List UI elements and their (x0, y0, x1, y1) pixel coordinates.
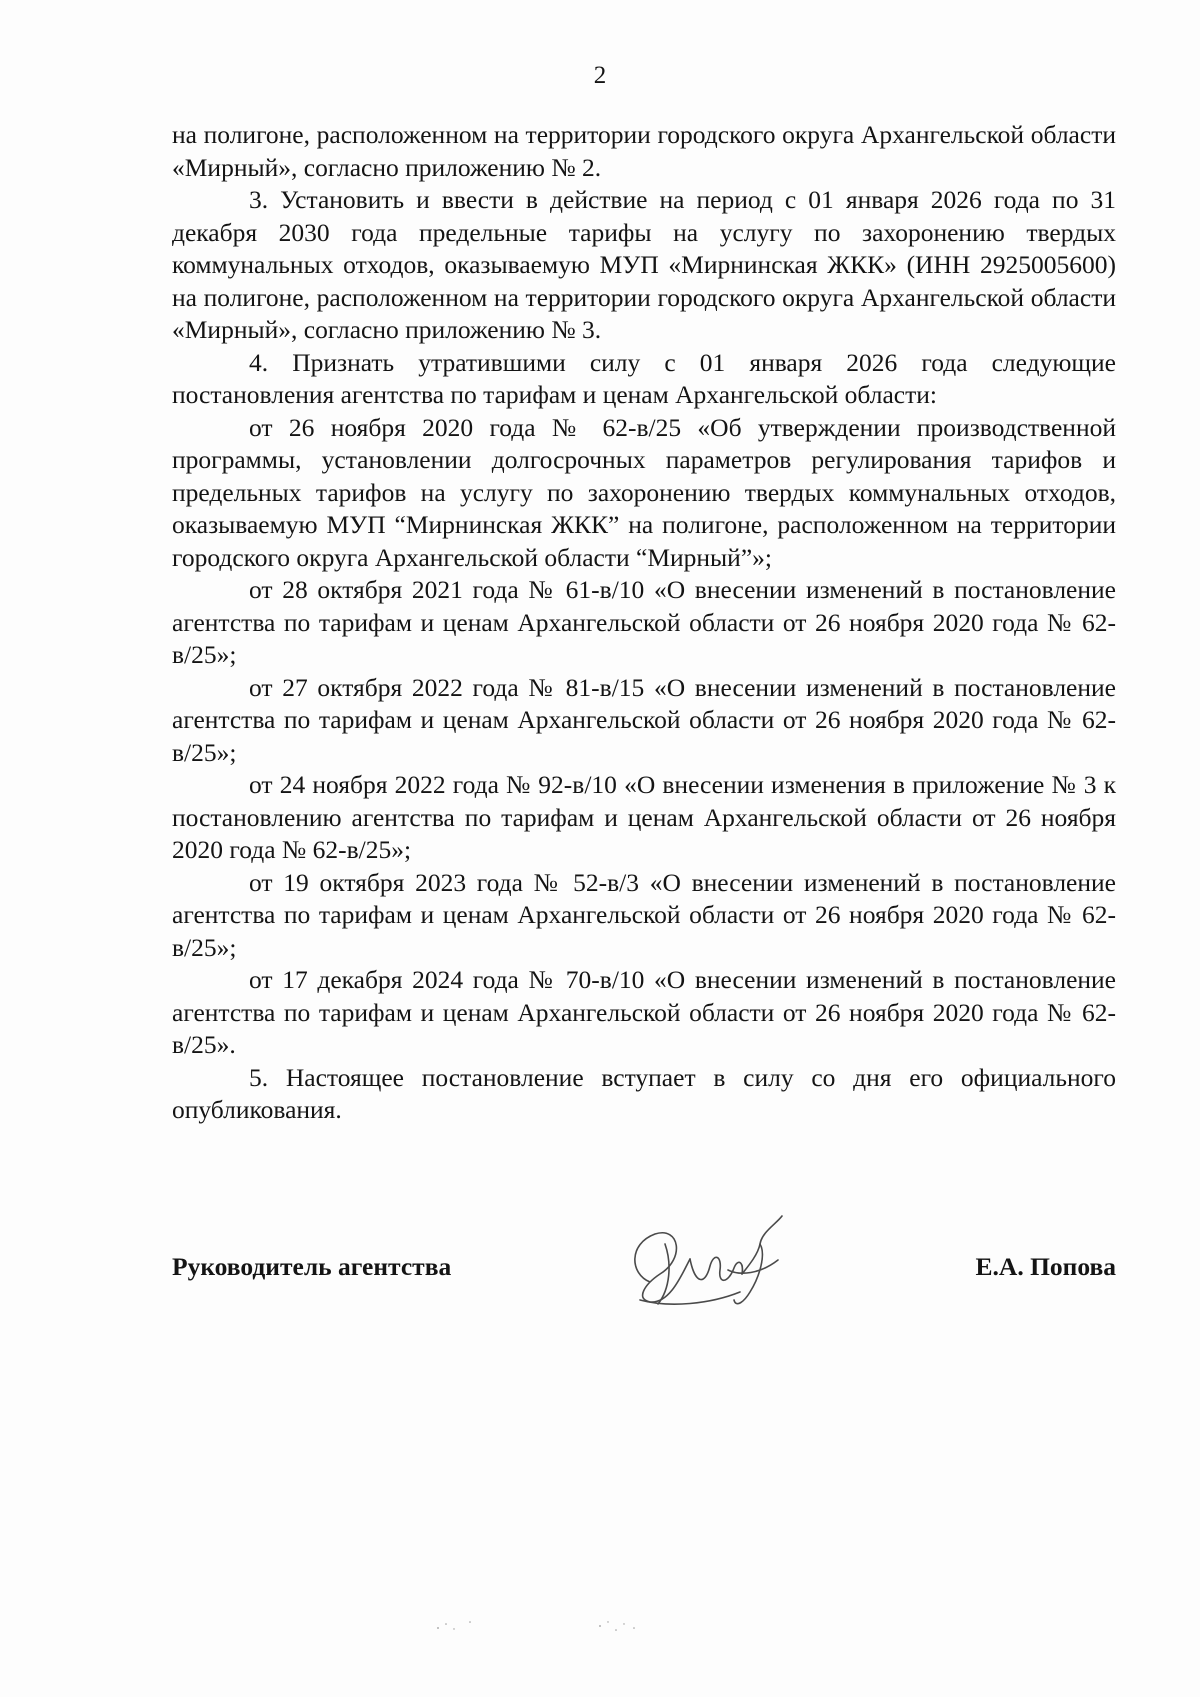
page-number: 2 (593, 62, 607, 89)
signatory-name: Е.А. Попова (975, 1252, 1116, 1281)
signatory-title: Руководитель агентства (172, 1252, 452, 1281)
signature-block (172, 1232, 1116, 1312)
paragraph: от 19 октября 2023 года № 52-в/3 «О внесении изменений в постановление агентства по тарифам и ценам Архангельской области от 26 ноября 2020 года № 62-в/25»; (172, 867, 1116, 962)
document-body (172, 119, 1116, 1127)
scan-specks (430, 1610, 670, 1640)
paragraph: 5. Настоящее постановление вступает в силу со дня его официального опубликования. (172, 1062, 1116, 1124)
paragraph: от 26 ноября 2020 года № 62-в/25 «Об утверждении производственной программы, установлении долгосрочных параметров регулирования тарифов и предельных тарифов на услугу по захоронению твердых коммунальных отходов, оказываемую МУП “Мирнинская ЖКК” на полигоне, расположенном на территории городского округа Архангельской области “Мирный”»; (172, 412, 1116, 572)
paragraph: от 28 октября 2021 года № 61-в/10 «О внесении изменений в постановление агентства по тарифам и ценам Архангельской области от 26 ноября 2020 года № 62-в/25»; (172, 575, 1116, 669)
paragraph: 3. Установить и ввести в действие на период с 01 января 2026 года по 31 декабря 2030 года предельные тарифы на услугу по захоронению твердых коммунальных отходов, оказываемую МУП «Мирнинская ЖКК» (ИНН 2925005600) на полигоне, расположенном на территории городского округа Архангельской области «Мирный», согласно приложению № 3. (172, 185, 1116, 344)
paragraph: от 27 октября 2022 года № 81-в/15 «О внесении изменений в постановление агентства по тарифам и ценам Архангельской области от 26 ноября 2020 года № 62-в/25»; (172, 672, 1116, 767)
paragraph: от 17 декабря 2024 года № 70-в/10 «О внесении изменений в постановление агентства по тарифам и ценам Архангельской области от 26 ноября 2020 года № 62-в/25». (172, 965, 1116, 1059)
paragraph: от 24 ноября 2022 года № 92-в/10 «О внесении изменения в приложение № 3 к постановлению агентства по тарифам и ценам Архангельской области от 26 ноября 2020 года № 62-в/25»; (172, 770, 1116, 864)
paragraph: на полигоне, расположенном на территории городского округа Архангельской области «Мирный», согласно приложению № 2. (172, 120, 1116, 182)
handwritten-signature (610, 1204, 800, 1324)
paragraph: 4. Признать утратившими силу с 01 января 2026 года следующие постановления агентства по тарифам и ценам Архангельской области: (172, 347, 1116, 409)
